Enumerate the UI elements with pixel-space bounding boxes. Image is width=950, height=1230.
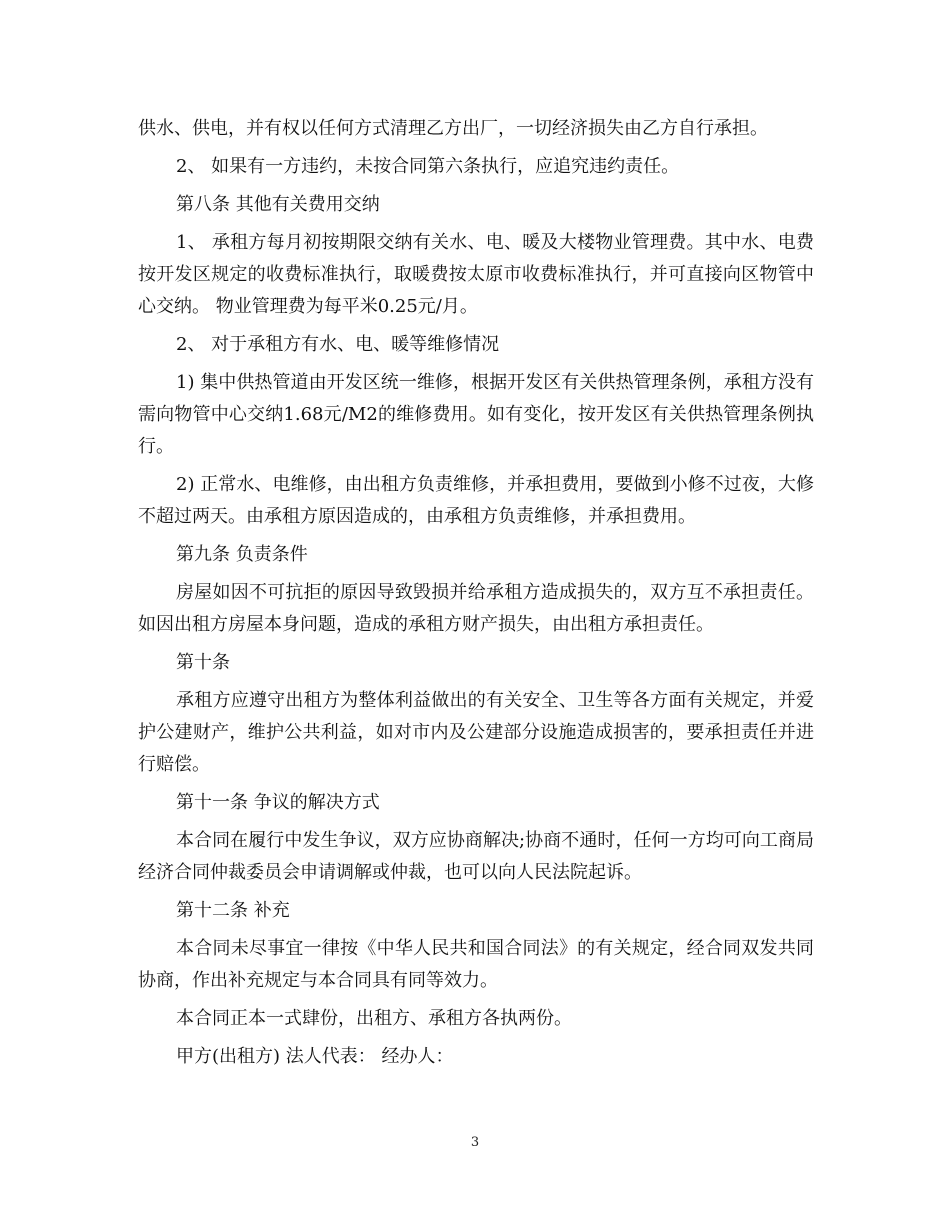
signature-line: 甲方(出租方) 法人代表： 经办人： (176, 1046, 454, 1067)
paragraph: 房屋如因不可抗拒的原因导致毁损并给承租方造成损失的，双方互不承担责任。如因出租方房屋本身问题，造成的承租方财产损失，由出租方承担责任。 (138, 582, 814, 635)
paragraph: 承租方应遵守出租方为整体利益做出的有关安全、卫生等各方面有关规定，并爱护公建财产，维护公共利益，如对市内及公建部分设施造成损害的，要承担责任并进行赔偿。 (138, 690, 814, 775)
paragraph: 本合同在履行中发生争议，双方应协商解决;协商不通时，任何一方均可向工商局经济合同仲裁委员会申请调解或仲裁，也可以向人民法院起诉。 (138, 830, 814, 883)
paragraph: 2、 对于承租方有水、电、暖等维修情况 (176, 334, 500, 355)
paragraph: 本合同未尽事宜一律按《中华人民共和国合同法》的有关规定，经合同双发共同协商，作出补充规定与本合同具有同等效力。 (138, 938, 814, 991)
section-heading: 第十一条 争议的解决方式 (176, 792, 380, 813)
paragraph: 1) 集中供热管道由开发区统一维修，根据开发区有关供热管理条例，承租方没有需向物管中心交纳1.68元/M2的维修费用。如有变化，按开发区有关供热管理条例执行。 (138, 372, 814, 457)
section-heading: 第十条 (176, 652, 230, 673)
section-heading: 第八条 其他有关费用交纳 (176, 194, 380, 215)
paragraph: 2、 如果有一方违约，未按合同第六条执行，应追究违约责任。 (176, 156, 680, 177)
page-number: 3 (470, 1135, 480, 1150)
paragraph: 1、 承租方每月初按期限交纳有关水、电、暖及大楼物业管理费。其中水、电费按开发区规定的收费标准执行，取暖费按太原市收费标准执行，并可直接向区物管中心交纳。 物业管理费为每平米0.25元/月。 (138, 232, 814, 317)
paragraph: 2) 正常水、电维修，由出租方负责维修，并承担费用，要做到小修不过夜，大修不超过两天。由承租方原因造成的，由承租方负责维修，并承担费用。 (138, 474, 814, 527)
section-heading: 第九条 负责条件 (176, 544, 308, 565)
document-body (138, 113, 814, 1079)
paragraph: 供水、供电，并有权以任何方式清理乙方出厂，一切经济损失由乙方自行承担。 (138, 118, 768, 139)
section-heading: 第十二条 补充 (176, 900, 290, 921)
paragraph: 本合同正本一式肆份，出租方、承租方各执两份。 (176, 1008, 572, 1029)
